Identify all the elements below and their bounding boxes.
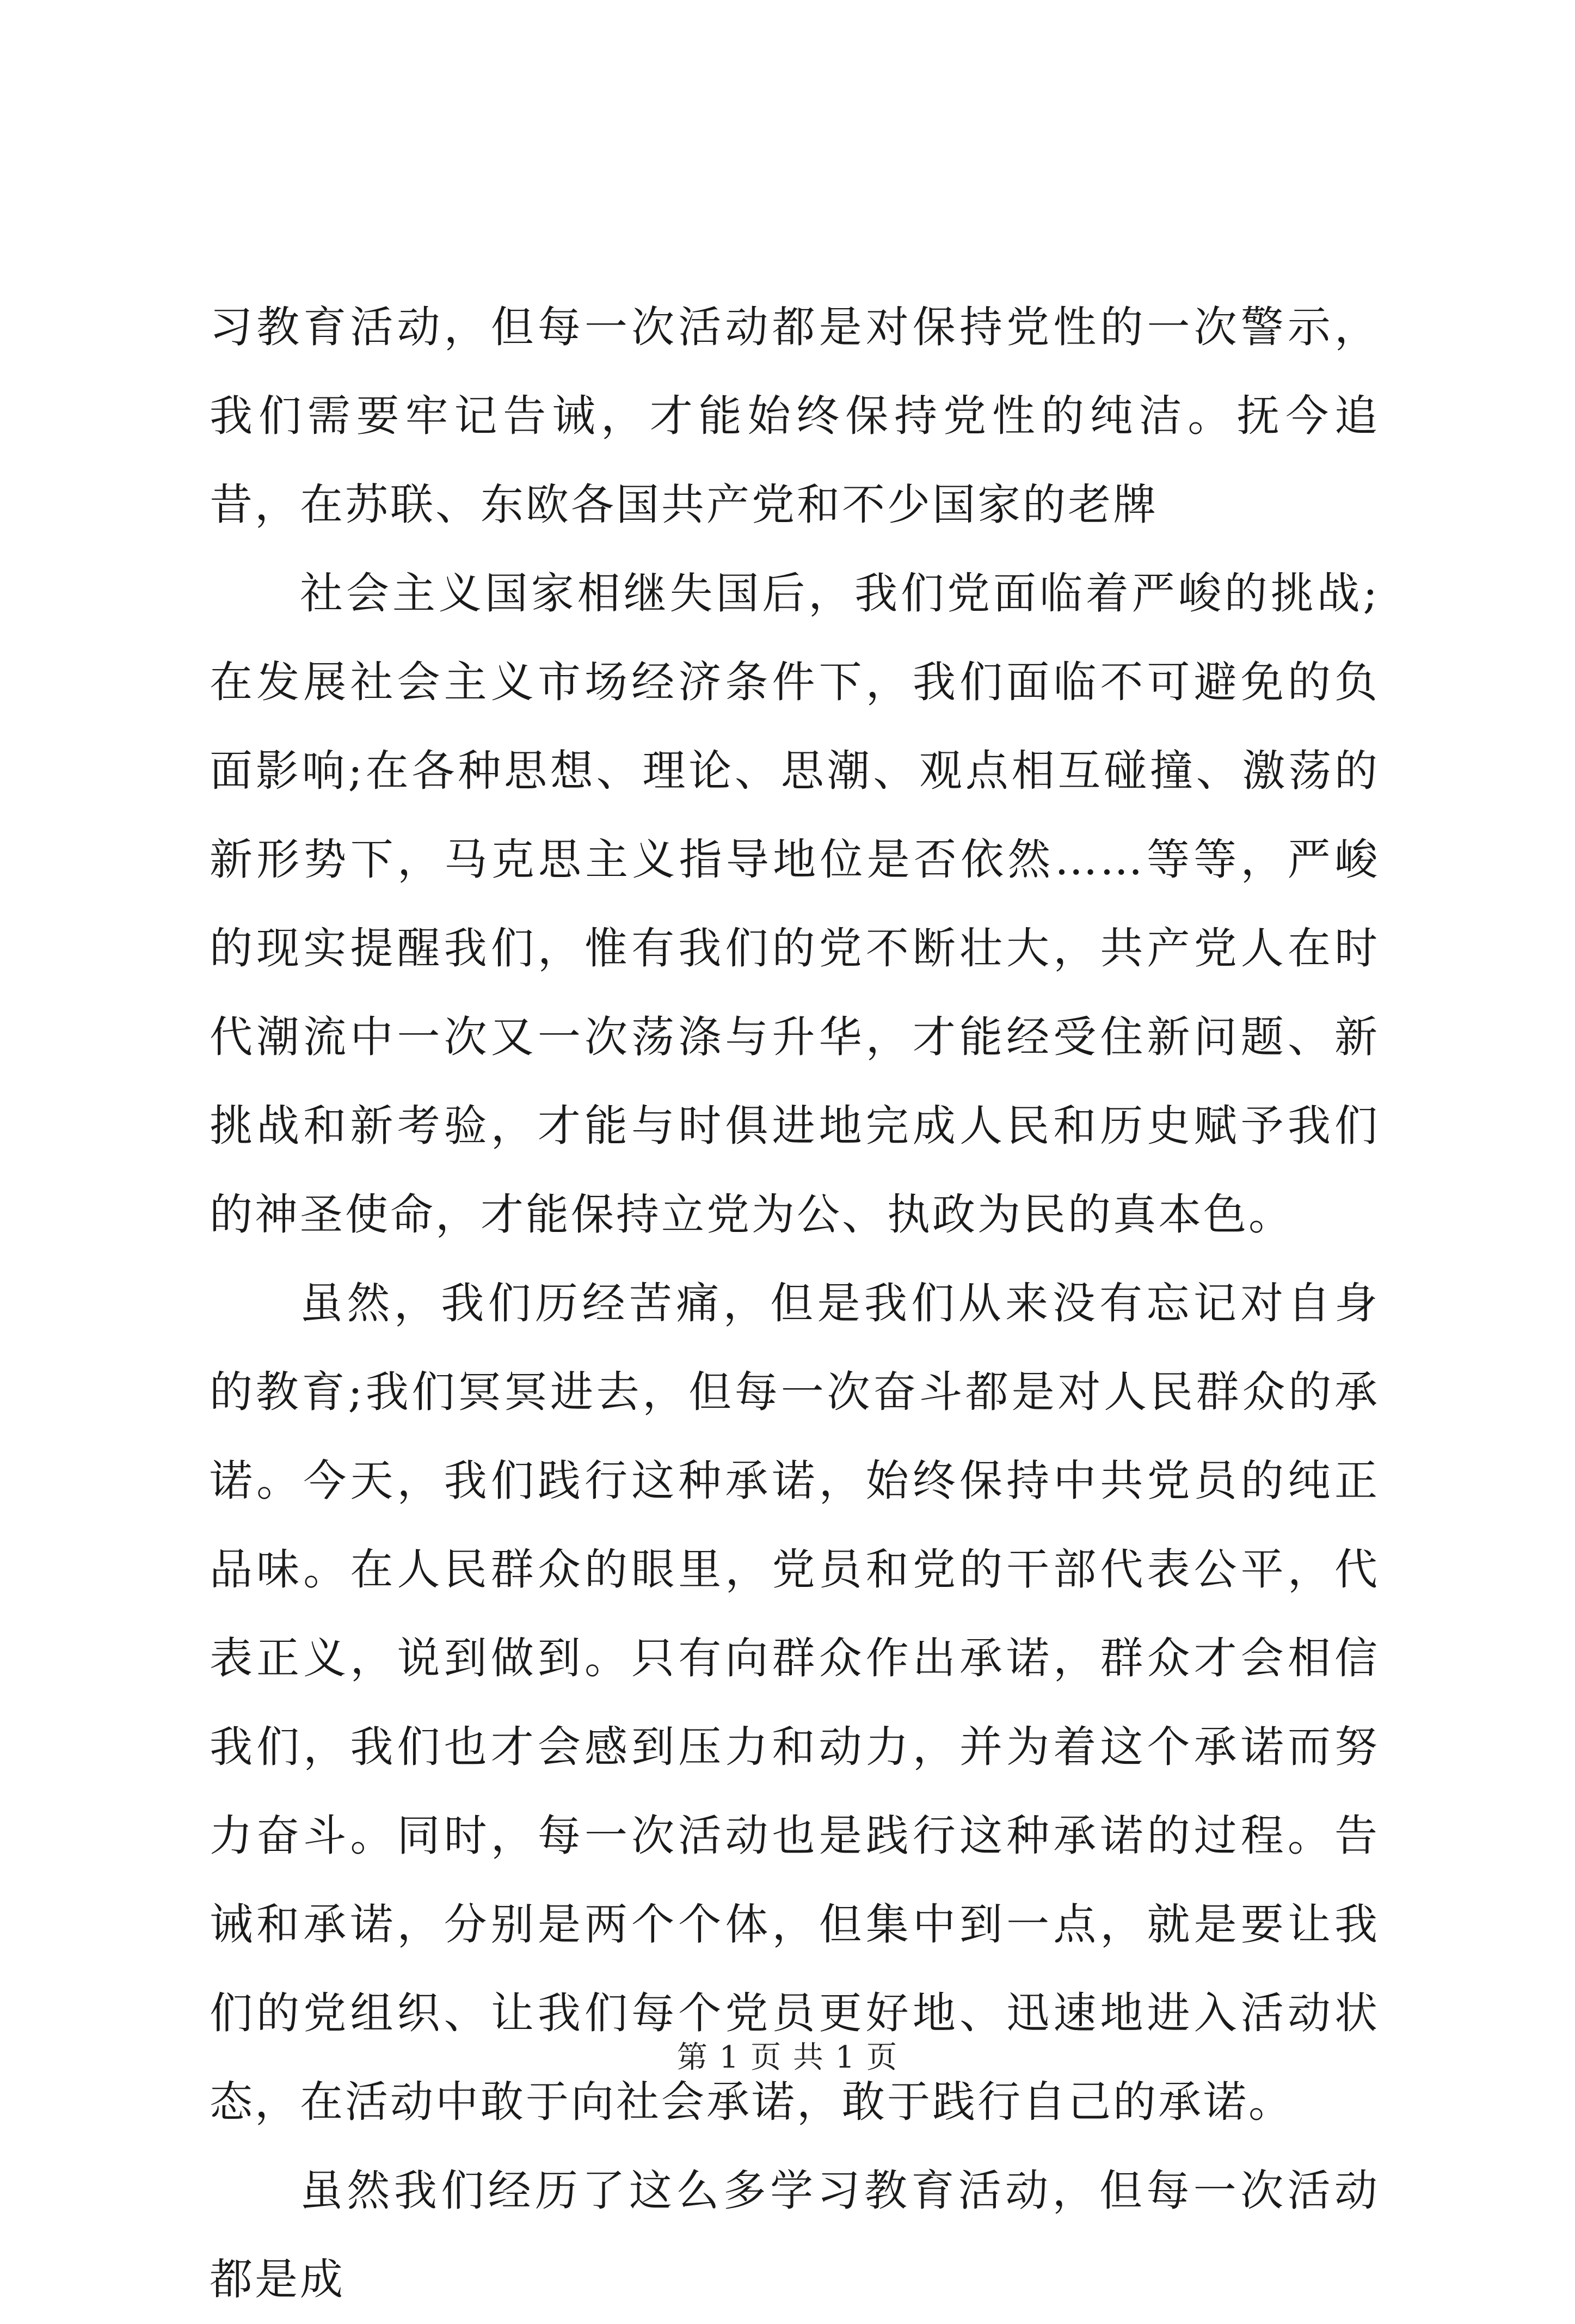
paragraph-3: 虽然，我们历经苦痛，但是我们从来没有忘记对自身的教育;我们冥冥进去，但每一次奋斗都是对人民群众的承诺。今天，我们践行这种承诺，始终保持中共党员的纯正品味。在人民群众的眼里，党员和党的干部代表公平，代表正义，说到做到。只有向群众作出承诺，群众才会相信我们，我们也才会感到压力和动力，并为着这个承诺而努力奋斗。同时，每一次活动也是践行这种承诺的过程。告诫和承诺，分别是两个个体，但集中到一点，就是要让我们的党组织、让我们每个党员更好地、迅速地进入活动状态，在活动中敢于向社会承诺，敢于践行自己的承诺。 (210, 1278, 1380, 2127)
paragraph-1: 习教育活动，但每一次活动都是对保持党性的一次警示，我们需要牢记告诫，才能始终保持党性的纯洁。抚今追昔，在苏联、东欧各国共产党和不少国家的老牌 (210, 302, 1380, 530)
paragraph-4: 虽然我们经历了这么多学习教育活动，但每一次活动都是成 (210, 2166, 1380, 2304)
paragraph-2: 社会主义国家相继失国后，我们党面临着严峻的挑战;在发展社会主义市场经济条件下，我们面临不可避免的负面影响;在各种思想、理论、思潮、观点相互碰撞、激荡的新形势下，马克思主义指导地位是否依然……等等，严峻的现实提醒我们，惟有我们的党不断壮大，共产党人在时代潮流中一次又一次荡涤与升华，才能经受住新问题、新挑战和新考验，才能与时俱进地完成人民和历史赋予我们的神圣使命，才能保持立党为公、执政为民的真本色。 (210, 568, 1380, 1240)
page-footer: 第 1 页 共 1 页 (676, 2040, 899, 2075)
document-body (210, 283, 1380, 2324)
